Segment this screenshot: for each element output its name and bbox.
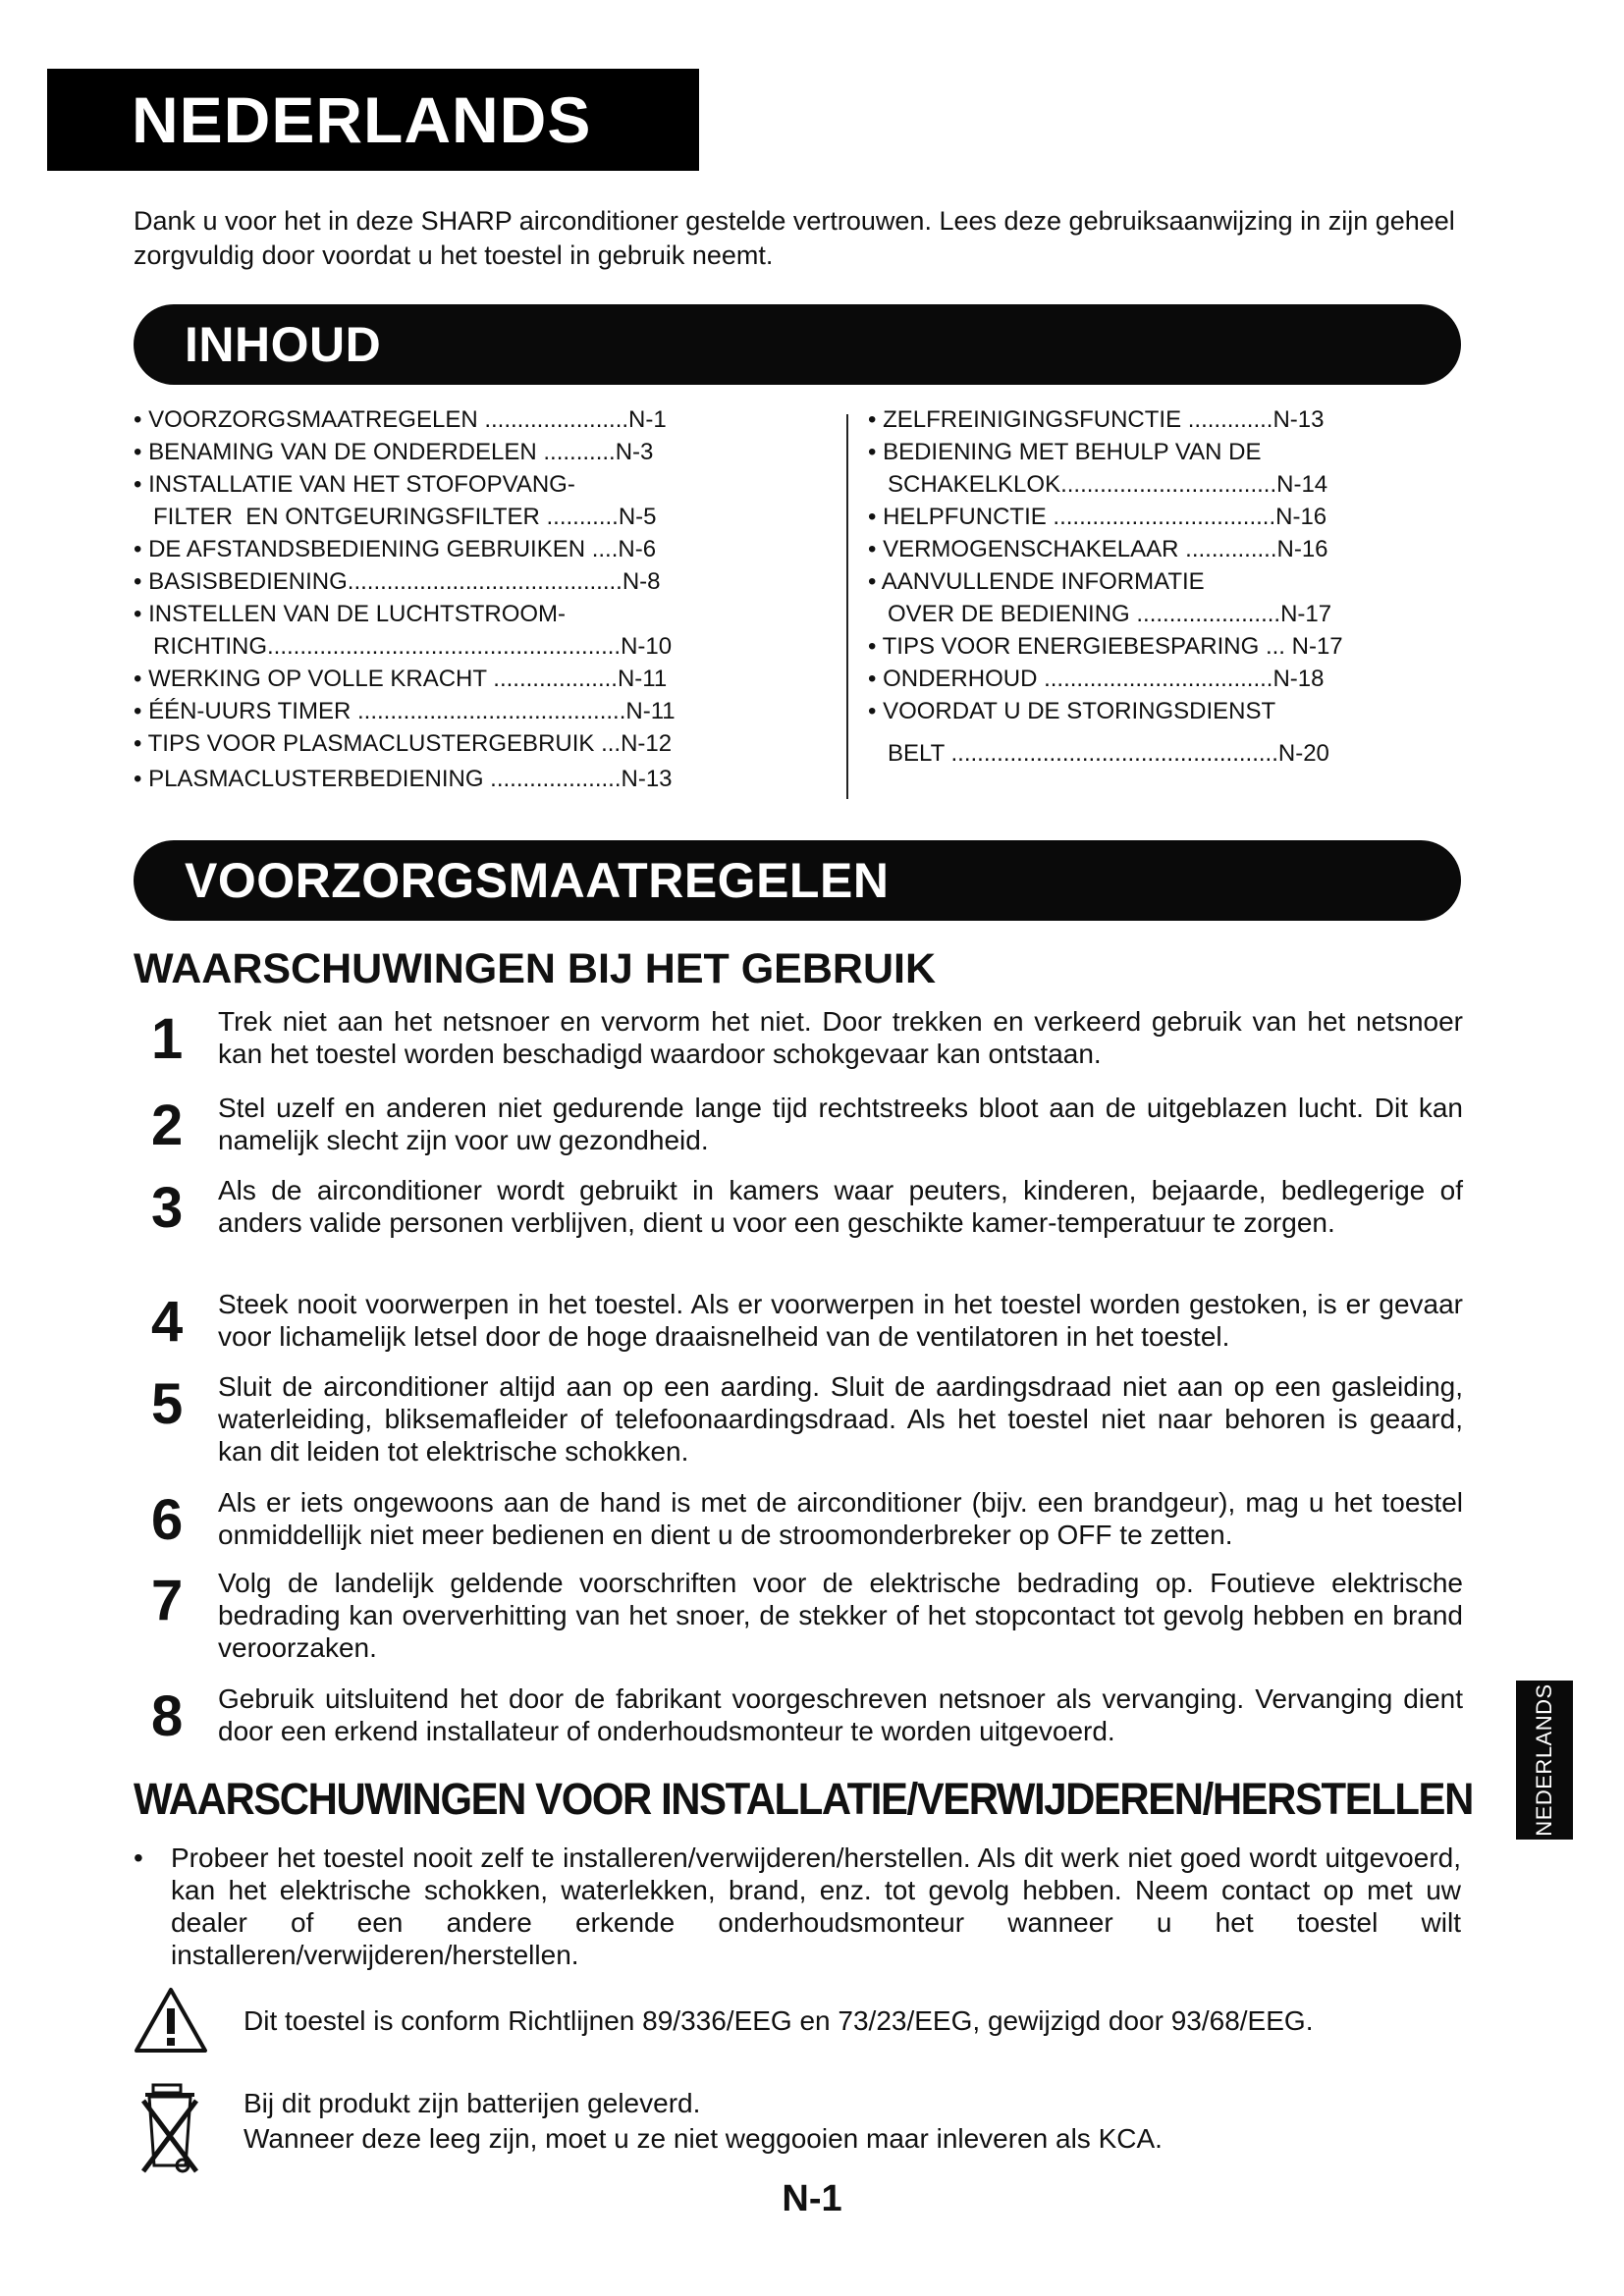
warning-number: 8 [151, 1684, 184, 1748]
toc-entry: • INSTALLATIE VAN HET STOFOPVANG- [134, 471, 575, 498]
toc-entry: OVER DE BEDIENING ......................N-17 [868, 601, 1332, 627]
warning-number: 3 [151, 1176, 184, 1240]
side-tab-label: NEDERLANDS [1532, 1683, 1556, 1837]
conformity-notice [134, 1987, 1469, 2056]
toc-entry: • HELPFUNCTIE ..................................N-16 [868, 504, 1327, 530]
battery-notice [134, 2081, 1469, 2179]
battery-text-line-1: Bij dit produkt zijn batterijen geleverd. [244, 2088, 701, 2118]
toc-entry: • AANVULLENDE INFORMATIE [868, 568, 1205, 595]
toc-entry: • ÉÉN-UURS TIMER .........................................N-11 [134, 698, 676, 724]
language-side-tab [1516, 1681, 1573, 1840]
toc-entry: SCHAKELKLOK.................................N-14 [868, 471, 1328, 498]
precautions-section-bar [134, 840, 1461, 921]
toc-entry: • ONDERHOUD ...................................N-18 [868, 666, 1325, 692]
toc-entry: • PLASMACLUSTERBEDIENING ....................N-13 [134, 766, 673, 792]
warning-number: 1 [151, 1007, 184, 1071]
warning-text: Als de airconditioner wordt gebruikt in kamers waar peuters, kinderen, bejaarde, bedlegerige of anders valide personen verblijven, dient u voor een geschikte kamer-temperatuur te zorgen. [218, 1175, 1463, 1238]
warning-text: Gebruik uitsluitend het door de fabrikant voorgeschreven netsnoer als vervanging. Vervanging dient door een erkend installateur of onderhoudsmonteur te worden uitgevoerd. [218, 1683, 1463, 1746]
install-warnings-heading: WAARSCHUWINGEN VOOR INSTALLATIE/VERWIJDEREN/HERSTELLEN [134, 1774, 1473, 1824]
toc-title: INHOUD [185, 317, 382, 372]
toc-entry: • ZELFREINIGINGSFUNCTIE .............N-13 [868, 406, 1325, 433]
toc-entry: • BASISBEDIENING..........................................N-8 [134, 568, 661, 595]
bullet: • [134, 1842, 143, 1873]
crossed-bin-icon [139, 2081, 200, 2183]
warning-number: 6 [151, 1488, 184, 1552]
toc-entry: • VOORZORGSMAATREGELEN ......................N-1 [134, 406, 667, 433]
warning-text: Als er iets ongewoons aan de hand is met de airconditioner (bijv. een brandgeur), mag u het toestel onmiddellijk niet meer bedienen en dient u de stroomonderbreker op OFF te zetten. [218, 1487, 1463, 1550]
intro-text: Dank u voor het in deze SHARP airconditioner gestelde vertrouwen. Lees deze gebruiksaanwijzing in zijn geheel zorgvuldig door voordat u het toestel in gebruik neemt. [134, 206, 1455, 270]
toc-entry: RICHTING......................................................N-10 [134, 633, 673, 660]
language-title: NEDERLANDS [132, 83, 592, 156]
toc-entry: • DE AFSTANDSBEDIENING GEBRUIKEN ....N-6 [134, 536, 657, 562]
warning-number: 7 [151, 1569, 184, 1632]
toc-section-bar [134, 304, 1461, 385]
warning-triangle-icon [134, 1987, 208, 2061]
precautions-title: VOORZORGSMAATREGELEN [185, 853, 890, 908]
warning-number: 4 [151, 1290, 184, 1354]
toc-entry: • WERKING OP VOLLE KRACHT ...................N-11 [134, 666, 668, 692]
toc-entry: • INSTELLEN VAN DE LUCHTSTROOM- [134, 601, 567, 627]
toc-entry: • TIPS VOOR PLASMACLUSTERGEBRUIK ...N-12 [134, 730, 673, 757]
toc-entry: • BEDIENING MET BEHULP VAN DE [868, 439, 1262, 465]
toc-entry: • VOORDAT U DE STORINGSDIENST [868, 698, 1276, 724]
toc-entry: FILTER EN ONTGEURINGSFILTER ...........N-5 [134, 504, 657, 530]
install-warning-text: Probeer het toestel nooit zelf te installeren/verwijderen/herstellen. Als dit werk niet goed wordt uitgevoerd, kan het elektrische schokken, waterlekken, brand, enz. tot gevolg hebben. Neem contact op met uw dealer of een andere erkende onderhoudsmonteur wanneer u het toestel wilt installeren/verwijderen/herstellen. [171, 1842, 1461, 1970]
warning-number: 5 [151, 1372, 184, 1436]
warning-text: Stel uzelf en anderen niet gedurende lange tijd rechtstreeks bloot aan de uitgeblazen lucht. Dit kan namelijk slecht zijn voor uw gezondheid. [218, 1093, 1463, 1155]
toc-entry: • BENAMING VAN DE ONDERDELEN ...........N-3 [134, 439, 654, 465]
usage-warnings-heading: WAARSCHUWINGEN BIJ HET GEBRUIK [134, 945, 937, 992]
language-banner [47, 69, 699, 171]
toc-entry: BELT ..................................................N-20 [868, 740, 1329, 767]
toc-entry: • VERMOGENSCHAKELAAR ..............N-16 [868, 536, 1328, 562]
warning-text: Trek niet aan het netsnoer en vervorm het niet. Door trekken en verkeerd gebruik van het netsnoer kan het toestel worden beschadigd waardoor schokgevaar kan ontstaan. [218, 1006, 1463, 1069]
battery-text-line-2: Wanneer deze leeg zijn, moet u ze niet weggooien maar inleveren als KCA. [244, 2123, 1163, 2154]
toc-entry: • TIPS VOOR ENERGIEBESPARING ... N-17 [868, 633, 1343, 660]
conformity-text: Dit toestel is conform Richtlijnen 89/336/EEG en 73/23/EEG, gewijzigd door 93/68/EEG. [244, 2005, 1314, 2036]
warning-number: 2 [151, 1094, 184, 1157]
warning-text: Steek nooit voorwerpen in het toestel. Als er voorwerpen in het toestel worden gestoken, is er gevaar voor lichamelijk letsel door de hoge draaisnelheid van de ventilatoren in het toestel. [218, 1289, 1463, 1352]
warning-text: Sluit de airconditioner altijd aan op een aarding. Sluit de aardingsdraad niet aan op een gasleiding, waterleiding, bliksemafleider of telefoonaardingsdraad. Als het toestel niet naar behoren is geaard, kan dit leiden tot elektrische schokken. [218, 1371, 1463, 1467]
toc-divider [846, 414, 848, 799]
warning-text: Volg de landelijk geldende voorschriften voor de elektrische bedrading op. Foutieve elektrische bedrading kan oververhitting van het snoer, de stekker of het stopcontact tot gevolg hebben en brand veroorzaken. [218, 1568, 1463, 1663]
page-number: N-1 [782, 2178, 842, 2219]
